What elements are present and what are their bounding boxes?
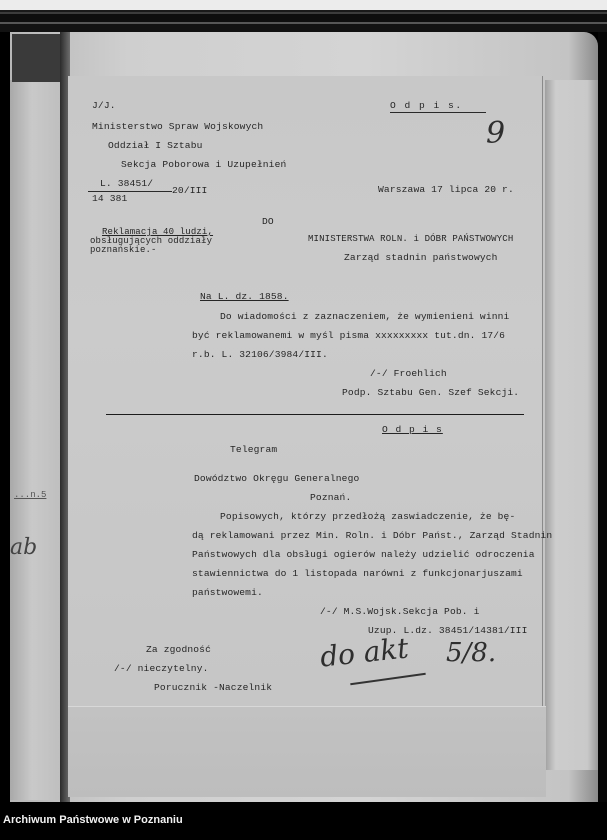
margin-handwriting: ab xyxy=(10,535,38,560)
handwritten-date: 5/8. xyxy=(446,638,497,668)
ref-suffix: 20/III xyxy=(172,185,208,196)
archive-name: Archiwum Państwowe w Poznaniu xyxy=(3,814,183,826)
signature1-name: /-/ Froehlich xyxy=(370,368,447,379)
copy-label-underline xyxy=(390,112,486,113)
body1-line-1: Do wiadomości z zaznaczeniem, że wymienieni winni xyxy=(220,311,510,322)
recipient-ministry: MINISTERSTWA ROLN. i DÓBR PAŃSTWOWYCH xyxy=(308,234,514,244)
lower-page-area xyxy=(68,706,546,797)
sender-ministry: Ministerstwo Spraw Wojskowych xyxy=(92,121,264,132)
telegram-to-line-1: Dowództwo Okręgu Generalnego xyxy=(194,473,360,484)
body2-line-5: państwowemi. xyxy=(192,587,263,598)
body2-line-1: Popisowych, którzy przedłożą zaswiadczenie, że bę- xyxy=(220,511,516,522)
margin-note: ...n.5 xyxy=(14,490,47,500)
body2-line-4: stawiennictwa do 1 listopada narówni z funkcjonarjuszami xyxy=(192,568,523,579)
telegram-label: Telegram xyxy=(230,444,278,455)
telegram-to-line-2: Poznań. xyxy=(310,492,352,503)
certification-line-1: Za zgodność xyxy=(146,644,211,655)
document-sheet xyxy=(68,76,553,706)
ref-fraction-line xyxy=(88,191,172,192)
copy-label-top: O d p i s. xyxy=(390,100,463,111)
certification-line-2: /-/ nieczytelny. xyxy=(114,663,209,674)
recipient-department: Zarząd stadnin państwowych xyxy=(344,252,498,263)
body2-line-2: dą reklamowani przez Min. Roln. i Dóbr Państ., Zarząd Stadnin xyxy=(192,530,553,541)
to-label: DO xyxy=(262,216,274,227)
reply-reference: Na L. dz. 1858. xyxy=(200,291,289,302)
left-page-shadow-top xyxy=(12,34,64,82)
signature1-title: Podp. Sztabu Gen. Szef Sekcji. xyxy=(342,387,520,398)
sender-department: Oddział I Sztabu xyxy=(108,140,203,151)
subject-line-2: obsługujących oddziały xyxy=(90,236,213,246)
certification-line-3: Porucznik -Naczelnik xyxy=(154,682,273,693)
body1-line-2: być reklamowanemi w myśl pisma xxxxxxxxx tut.dn. 17/6 xyxy=(192,330,506,341)
copy-label-mid: O d p i s xyxy=(382,424,443,435)
ref-numerator: L. 38451/ xyxy=(100,178,154,189)
subject-line-3: poznańskie.- xyxy=(90,245,157,255)
section-divider xyxy=(106,414,524,415)
folio-number: 9 xyxy=(486,116,506,151)
initials: J/J. xyxy=(92,100,116,111)
body2-line-3: Państwowych dla obsługi ogierów należy udzielić odroczenia xyxy=(192,549,535,560)
subject-line-1: Reklamacja 40 ludzi, xyxy=(102,227,214,237)
signature2-line-2: Uzup. L.dz. 38451/14381/III xyxy=(368,625,528,636)
signature2-line-1: /-/ M.S.Wojsk.Sekcja Pob. i xyxy=(320,606,480,617)
body1-line-3: r.b. L. 32106/3984/III. xyxy=(192,349,328,360)
sender-section: Sekcja Poborowa i Uzupełnień xyxy=(121,159,287,170)
right-page-edge xyxy=(545,80,598,770)
left-page-edge xyxy=(10,80,65,800)
handwritten-note: do akt xyxy=(318,631,411,674)
place-date: Warszawa 17 lipca 20 r. xyxy=(378,184,514,195)
top-border xyxy=(0,0,607,10)
film-edge xyxy=(0,10,607,32)
handwritten-underline xyxy=(350,673,426,686)
ref-denominator: 14 381 xyxy=(92,193,128,204)
right-film-border xyxy=(598,32,607,812)
